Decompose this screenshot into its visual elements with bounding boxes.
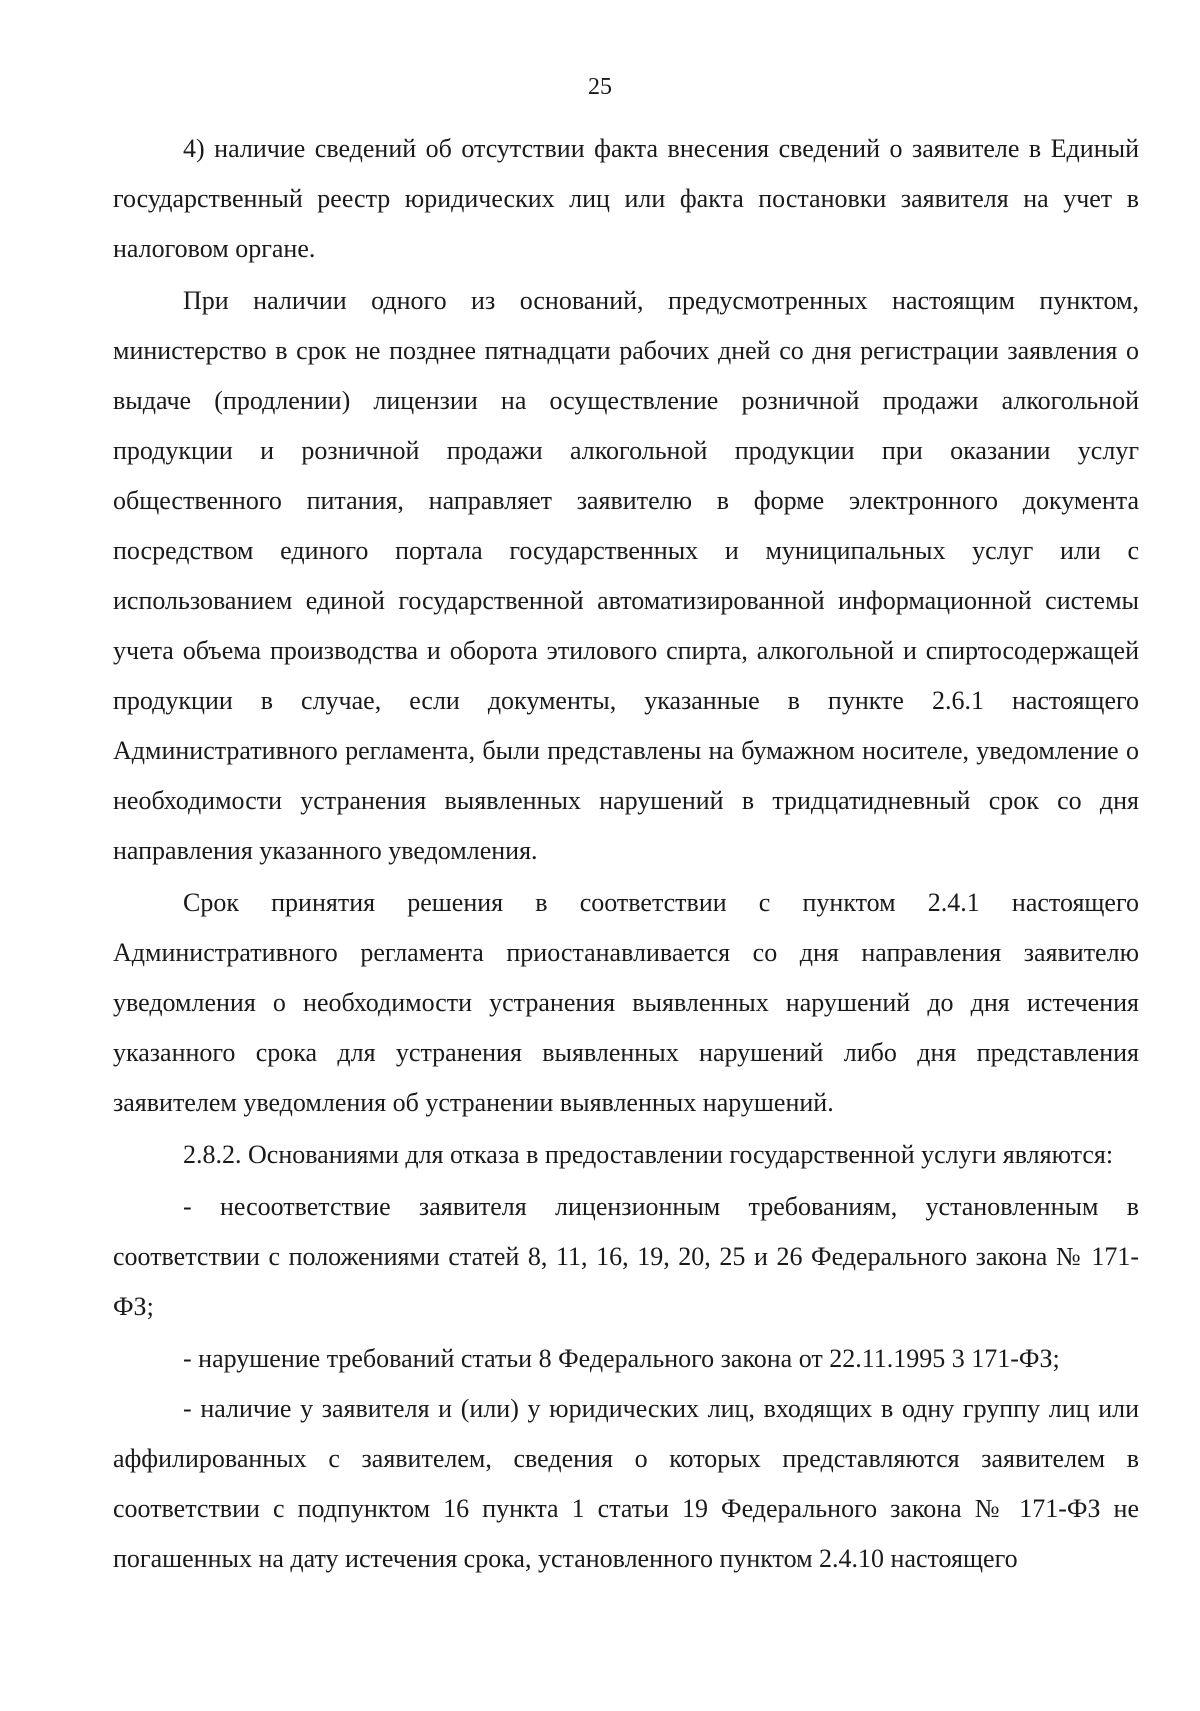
document-body [113, 124, 1139, 1584]
paragraph-item-4: 4) наличие сведений об отсутствии факта внесения сведений о заявителе в Единый государственный реестр юридических лиц или факта постановки заявителя на учет в налоговом органе. [113, 134, 1139, 263]
paragraph-grounds-notification: При наличии одного из оснований, предусмотренных настоящим пунктом, министерство в срок не позднее пятнадцати рабочих дней со дня регистрации заявления о выдаче (продлении) лицензии на осуществление розничной продажи алкогольной продукции и розничной продажи алкогольной продукции при оказании услуг общественного питания, направляет заявителю в форме электронного документа посредством единого портала государственных и муниципальных услуг или с использованием единой государственной автоматизированной информационной системы учета объема производства и оборота этилового спирта, алкогольной и спиртосодержащей продукции в случае, если документы, указанные в пункте 2.6.1 настоящего Административного регламента, были представлены на бумажном носителе, уведомление о необходимости устранения выявленных нарушений в тридцатидневный срок со дня направления указанного уведомления. [113, 286, 1139, 865]
paragraph-list-item-3: - наличие у заявителя и (или) у юридических лиц, входящих в одну группу лиц или аффилированных с заявителем, сведения о которых представляются заявителем в соответствии с подпунктом 16 пункта 1 статьи 19 Федерального закона № 171-ФЗ не погашенных на дату истечения срока, установленного пунктом 2.4.10 настоящего [113, 1394, 1139, 1573]
paragraph-decision-term: Срок принятия решения в соответствии с пунктом 2.4.1 настоящего Административного регламента приостанавливается со дня направления заявителю уведомления о необходимости устранения выявленных нарушений до дня истечения указанного срока для устранения выявленных нарушений либо дня представления заявителем уведомления об устранении выявленных нарушений. [113, 888, 1139, 1117]
page-number: 25 [588, 74, 612, 100]
paragraph-section-2-8-2: 2.8.2. Основаниями для отказа в предоставлении государственной услуги являются: [183, 1140, 1114, 1169]
paragraph-list-item-2: - нарушение требований статьи 8 Федерального закона от 22.11.1995 3 171-ФЗ; [183, 1344, 1060, 1373]
paragraph-list-item-1: - несоответствие заявителя лицензионным требованиям, установленным в соответствии с положениями статей 8, 11, 16, 19, 20, 25 и 26 Федерального закона № 171-ФЗ; [113, 1192, 1139, 1321]
